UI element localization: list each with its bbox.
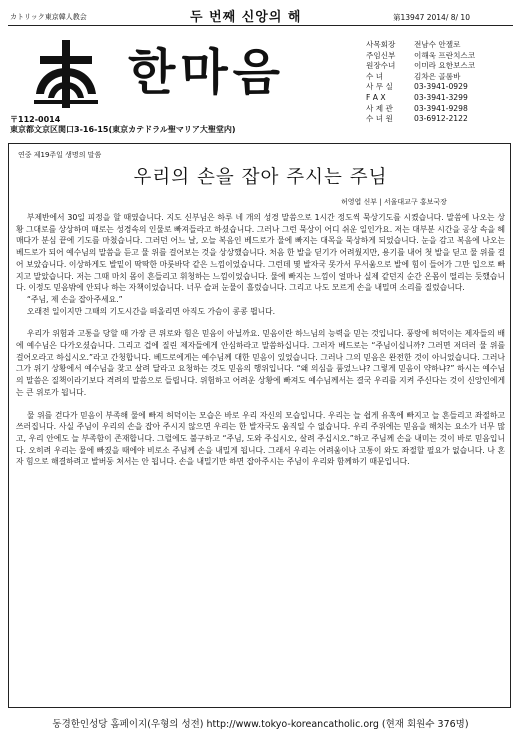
paragraph-gap bbox=[16, 399, 505, 410]
year-motto: 두 번째 신앙의 해 bbox=[190, 10, 302, 25]
paragraph: 오래전 일이지만 그때의 기도시간을 떠올리면 아직도 가슴이 콩콩 뜁니다. bbox=[26, 306, 276, 316]
postal-code: 〒112-0014 bbox=[10, 115, 61, 124]
staff-role: 수 녀 원 bbox=[366, 114, 393, 124]
staff-row bbox=[366, 82, 475, 93]
paragraph-gap bbox=[16, 317, 505, 328]
paragraph: 부제반에서 30일 피정을 할 때였습니다. 지도 신부님은 하루 네 개의 성경 말씀으로 1시간 정도씩 묵상기도를 시켰습니다. 말씀에 나오는 상황 그대로를 상상하며 때로는 성경속의 인물로 빠져들라고 하셨습니다. 그러나 그런 묵상이 어디 쉬운 일인가요. 저는 대부분 시간을 공상 속을 헤매다가 분심 끝에 기도를 마쳤습니다. 그러던 어느 날, 오늘 복음인 베드로가 물에 빠지는 대목을 묵상하게 되었습니다. 눈을 감고 복음에 나오는 베드로가 되어 예수님의 말씀을 듣고 물 위를 걸어보는 것을 상상했습니다. 처음 한 발을 딛기가 어려웠지만, 용기를 내어 첫 발을 딛고 물 위를 걸어 보았습니다. 이상하게도 발밑이 딱딱한 마룻바닥 같은 느낌이었습니다. 그런데 몇 발자국 못가서 무서움으로 발에 힘이 들어가 그만 입으로 빠지고 말았습니다. 저는 그때 마치 몸이 흔들리고 휘청하는 느낌이었습니다. 물에 빠지는 느낌이 얼마나 실제 같던지 순간 온몸이 떨리는 듯했습니다. 이정도 믿음밖에 안되나 하는 자책이었습니다. 너무 슬퍼 눈물이 흘렀습니다. 그리고 나도 모르게 손을 내밀며 소리를 질렀습니다. bbox=[16, 213, 505, 293]
church-name: カトリック東京韓人教会 bbox=[10, 13, 87, 21]
street-address: 東京都文京区関口3-16-15(東京カテドラル聖マリア大聖堂内) bbox=[10, 125, 236, 134]
church-logo-icon bbox=[30, 38, 102, 110]
staff-role: 수 녀 bbox=[366, 71, 384, 81]
paragraph-quote: “주님, 제 손을 잡아주세요.” bbox=[26, 294, 123, 304]
staff-value: 이해욱 프란치스코 bbox=[414, 50, 476, 60]
staff-role: 주임신부 bbox=[366, 50, 396, 60]
article-series: 연중 제19주일 생명의 말씀 bbox=[18, 151, 102, 159]
staff-row bbox=[366, 104, 475, 115]
staff-role: F A X bbox=[366, 92, 386, 102]
article-body bbox=[16, 212, 505, 468]
issue-info: 第13947 2014/ 8/ 10 bbox=[393, 13, 470, 22]
staff-role: 사 제 관 bbox=[366, 103, 393, 113]
staff-value: 03-6912-2122 bbox=[414, 114, 468, 124]
staff-row bbox=[366, 114, 475, 125]
address-block bbox=[10, 115, 236, 135]
staff-role: 사목회장 bbox=[366, 40, 396, 49]
newsletter-title: 한마음 bbox=[128, 43, 286, 101]
staff-row bbox=[366, 93, 475, 104]
staff-value: 03-3941-3299 bbox=[414, 92, 468, 102]
article-author: 허영엽 신부 | 서울대교구 홍보국장 bbox=[341, 198, 447, 206]
staff-value: 전남수 안젤로 bbox=[414, 40, 461, 49]
staff-value: 김차은 골롬바 bbox=[414, 71, 461, 81]
staff-directory bbox=[366, 40, 475, 125]
staff-row bbox=[366, 61, 475, 72]
staff-row bbox=[366, 40, 475, 51]
staff-row bbox=[366, 72, 475, 83]
homepage-link[interactable]: 동경한인성당 홈페이지(우형의 성전) http://www.tokyo-koreancatholic.org (현재 회원수 376명) bbox=[52, 719, 469, 730]
article-title: 우리의 손을 잡아 주시는 주님 bbox=[133, 167, 388, 188]
paragraph: 물 위를 걷다가 믿음이 부족해 물에 빠져 허덕이는 모습은 바로 우리 자신의 모습입니다. 우리는 늘 쉽게 유혹에 빠지고 늘 흔들리고 좌절하고 쓰러집니다. 사실 주님이 우리의 손을 잡아 주시지 않으면 우리는 한 발자국도 움직일 수 없습니다. 우리 주위에는 믿음을 해치는 요소가 너무 많고, 우리 안에도 늘 부족함이 존재합니다. 그럴에도 불구하고 “주님, 도와 주십시오, 살려 주십시오.”하고 주님께 손을 내미는 것이 바로 믿음입니다. 오히려 우리는 물에 빠졌을 때에야 비로소 주님께 손을 내밀게 됩니다. 그래서 우리는 어려움이나 고통이 와도 좌절할 필요가 없습니다. 나 혼자 힘으로 해결하려고 발버둥 쳐서는 안 됩니다. 손을 내밀기만 하면 잡아주시는 주님이 우리와 함께하기 때문입니다. bbox=[16, 410, 505, 467]
staff-role: 사 무 실 bbox=[366, 82, 393, 92]
paragraph: 우리가 위험과 고통을 당할 때 가장 큰 위로와 힘은 믿음이 아닐까요. 믿음이란 하느님의 능력을 믿는 것입니다. 풍랑에 허덕이는 제자들의 배에 예수님은 다가오셨습니다. 그리고 겁에 질린 제자들에게 안심하라고 말씀하십니다. 그러자 베드로는 “주님이십니까? 그러면 저더러 물 위를 걸어오라고 하십시오.”라고 간청합니다. 베드로에게는 예수님께 대한 믿음이 있었습니다. 그러나 그의 믿음은 완전한 것이 아니었습니다. 그러나 그가 위기 상황에서 예수님을 찾고 살려 달라고 요청하는 것도 믿음의 행위입니다. “왜 의심을 품었느냐? 그렇게 믿음이 약하냐?” 하시는 예수님의 말씀은 질책이라기보다 격려의 말씀으로 들립니다. 위험하고 어려운 상황에 빠져도 예수님께서는 결국 우리를 지켜 주신다는 것이 신앙인에게는 큰 위로가 됩니다. bbox=[16, 329, 505, 397]
staff-value: 이미라 요한보스코 bbox=[414, 61, 476, 71]
staff-role: 원장수녀 bbox=[366, 61, 396, 71]
staff-value: 03-3941-9298 bbox=[414, 103, 468, 113]
staff-row bbox=[366, 51, 475, 62]
header-divider bbox=[8, 25, 513, 26]
staff-value: 03-3941-0929 bbox=[414, 82, 468, 92]
